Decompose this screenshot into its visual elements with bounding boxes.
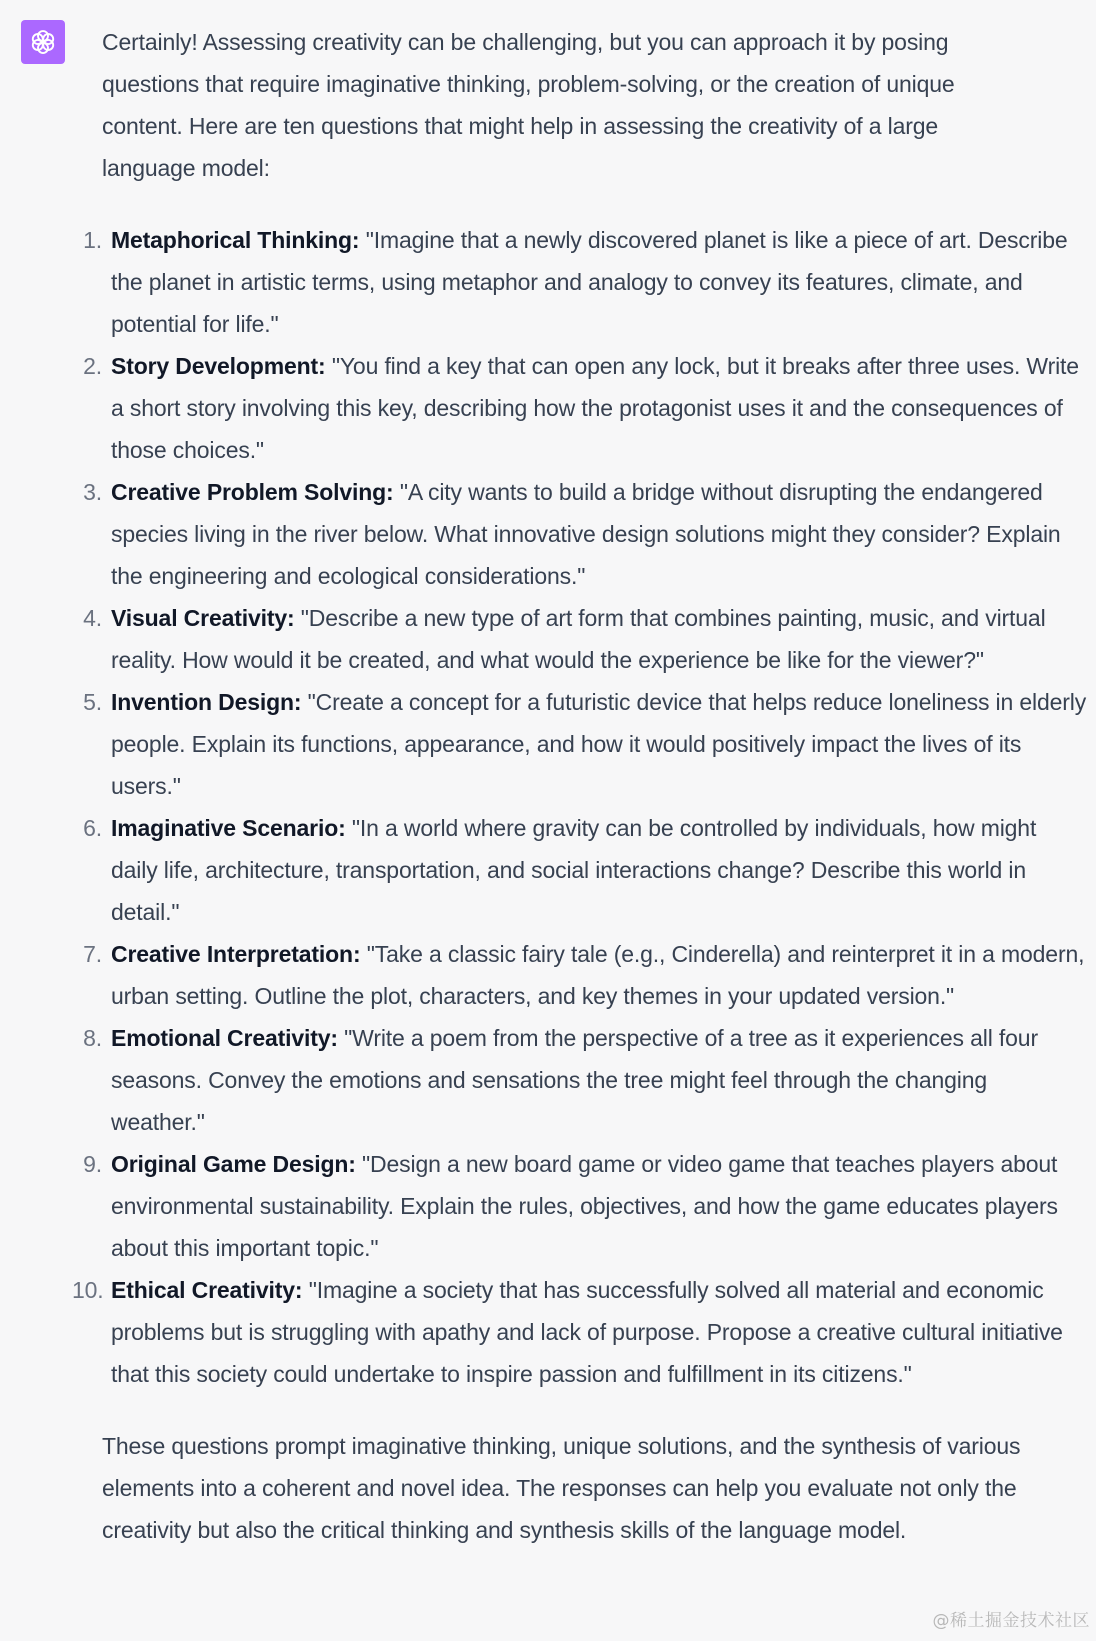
list-item — [83, 807, 1087, 933]
question-text: "Imagine a society that has successfully solved all material and economic problems but is struggling with apathy and lack of purpose. Propose a creative cultural initiative that this society could undertake to inspire passion and fulfillment in its citizens." — [111, 1277, 1063, 1387]
list-number: 10. — [72, 1277, 104, 1303]
question-text: "Imagine that a newly discovered planet is like a piece of art. Describe the planet in artistic terms, using metaphor and analogy to convey its features, climate, and potential for life." — [111, 227, 1068, 337]
list-item — [83, 933, 1087, 1017]
question-title: Story Development: — [111, 353, 326, 379]
question-title: Creative Interpretation: — [111, 941, 361, 967]
question-list — [72, 219, 1087, 1395]
list-item — [83, 471, 1087, 597]
question-title: Original Game Design: — [111, 1151, 356, 1177]
question-text: "Take a classic fairy tale (e.g., Cinderella) and reinterpret it in a modern, urban setting. Outline the plot, characters, and key themes in your updated version." — [111, 941, 1085, 1009]
list-number: 2. — [83, 353, 102, 379]
question-text: "Write a poem from the perspective of a tree as it experiences all four seasons. Convey the emotions and sensations the tree might feel through the changing weather." — [111, 1025, 1038, 1135]
list-item — [83, 1143, 1087, 1269]
list-item — [83, 597, 1087, 681]
list-item — [72, 1269, 1087, 1395]
question-text: "Describe a new type of art form that combines painting, music, and virtual reality. How would it be created, and what would the experience be like for the viewer?" — [111, 605, 1046, 673]
openai-logo-icon — [28, 27, 58, 57]
list-number: 8. — [83, 1025, 102, 1051]
assistant-avatar — [21, 20, 65, 64]
intro-paragraph: Certainly! Assessing creativity can be challenging, but you can approach it by posing questions that require imaginative thinking, problem-solving, or the creation of unique content. Here are ten questions that might help in assessing the creativity of a large language model: — [102, 29, 955, 181]
message-content — [72, 21, 1087, 1551]
question-title: Visual Creativity: — [111, 605, 295, 631]
list-item — [83, 1017, 1087, 1143]
question-title: Invention Design: — [111, 689, 302, 715]
question-text: "You find a key that can open any lock, but it breaks after three uses. Write a short story involving this key, describing how the protagonist uses it and the consequences of those choices." — [111, 353, 1079, 463]
list-number: 3. — [83, 479, 102, 505]
question-title: Creative Problem Solving: — [111, 479, 394, 505]
question-title: Imaginative Scenario: — [111, 815, 346, 841]
question-title: Ethical Creativity: — [111, 1277, 303, 1303]
list-number: 5. — [83, 689, 102, 715]
question-title: Metaphorical Thinking: — [111, 227, 360, 253]
question-text: "A city wants to build a bridge without disrupting the endangered species living in the river below. What innovative design solutions might they consider? Explain the engineering and ecological considerations." — [111, 479, 1061, 589]
watermark: @稀土掘金技术社区 — [932, 1611, 1090, 1631]
outro-paragraph: These questions prompt imaginative thinking, unique solutions, and the synthesis of various elements into a coherent and novel idea. The responses can help you evaluate not only the creativity but also the critical thinking and synthesis skills of the language model. — [102, 1433, 1021, 1543]
question-text: "In a world where gravity can be controlled by individuals, how might daily life, architecture, transportation, and social interactions change? Describe this world in detail." — [111, 815, 1037, 925]
list-item — [83, 681, 1087, 807]
list-number: 7. — [83, 941, 102, 967]
list-number: 4. — [83, 605, 102, 631]
question-title: Emotional Creativity: — [111, 1025, 338, 1051]
list-number: 6. — [83, 815, 102, 841]
list-number: 1. — [83, 227, 102, 253]
list-item — [83, 219, 1087, 345]
question-text: "Design a new board game or video game that teaches players about environmental sustainability. Explain the rules, objectives, and how the game educates players about this important topic." — [111, 1151, 1058, 1261]
list-item — [83, 345, 1087, 471]
list-number: 9. — [83, 1151, 102, 1177]
question-text: "Create a concept for a futuristic device that helps reduce loneliness in elderly people. Explain its functions, appearance, and how it would positively impact the lives of its users." — [111, 689, 1087, 799]
